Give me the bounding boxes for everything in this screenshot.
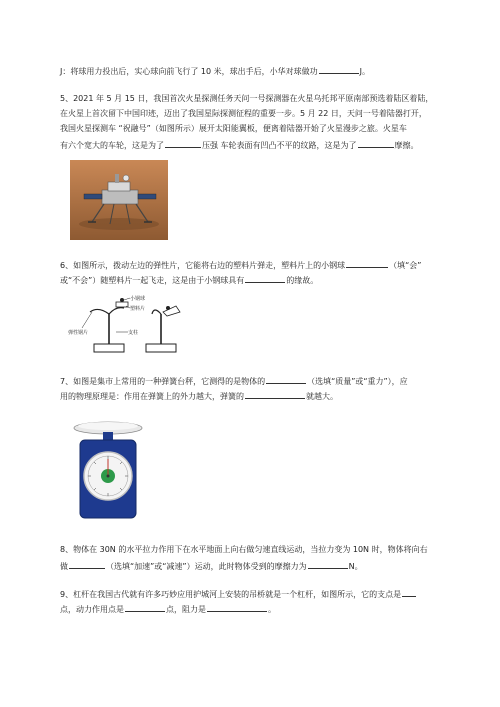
spring-scale-photo [72, 414, 144, 520]
answer-blank[interactable] [308, 559, 348, 569]
answer-blank[interactable] [358, 138, 394, 148]
q8-line-2 [60, 559, 363, 572]
q5-line-1: 5、2021 年 5 月 15 日，我国首次火星探测任务天问一号探测器在火星乌托邦平原南部预选着陆区着陆， [60, 94, 434, 103]
q7-line-2 [60, 389, 338, 402]
question-text: 点，阻力是 [166, 605, 206, 614]
question-text: 点，动力作用点是 [60, 605, 124, 614]
question-text: 做 [60, 562, 68, 571]
mars-rover-photo [70, 160, 168, 240]
question-text: J。 [359, 67, 370, 76]
question-text: （选填“加速”或“减速”）运动，此时物体受到的摩擦力为 [106, 562, 307, 571]
q7-line-1 [60, 374, 408, 387]
answer-blank[interactable] [69, 559, 105, 569]
answer-blank[interactable] [319, 64, 359, 74]
question-text: 就越大。 [306, 392, 338, 401]
q9-line-1 [60, 587, 417, 600]
question-text: 。 [268, 605, 276, 614]
answer-blank[interactable] [346, 258, 388, 268]
question-text: 压强 车轮表面有凹凸不平的纹路，这是为了 [202, 141, 357, 150]
q5-line-2: 在火星上首次留下中国印迹，迈出了我国星际探测征程的重要一步。5 月 22 日，天问一号着陆器打开， [60, 109, 427, 118]
answer-blank[interactable] [245, 389, 305, 399]
label-stand: 支柱 [128, 330, 139, 336]
question-text: 或“不会”）随塑料片一起飞走，这是由于小钢球具有 [60, 276, 245, 285]
q9-line-2 [60, 602, 276, 615]
label-plastic-piece: 塑料片 [130, 306, 146, 312]
question-text: （填“会” [389, 261, 422, 270]
question-text: N。 [348, 562, 363, 571]
question-prev-line [60, 64, 370, 77]
q5-line-4 [60, 138, 419, 151]
answer-blank[interactable] [125, 602, 165, 612]
question-text: 的缘故。 [286, 276, 319, 285]
question-text: 摩擦。 [394, 141, 419, 150]
q8-line-1: 8、物体在 30N 的水平拉力作用下在水平地面上向右做匀速直线运动，当拉力变为 10N 时，物体将向右 [60, 545, 428, 554]
question-text: 有六个宽大的车轮，这是为了 [60, 141, 164, 150]
q6-line-1 [60, 258, 421, 271]
question-text: J：将球用力投出后，实心球向前飞行了 10 米，球出手后，小华对球做功 [60, 67, 318, 76]
answer-blank[interactable] [165, 138, 201, 148]
label-elastic-piece: 弹性钢片 [68, 330, 89, 336]
question-text: 7、如图是集市上常用的一种弹簧台秤，它测得的是物体的 [60, 377, 266, 386]
question-text: （选填“质量”或“重力”），应 [307, 377, 408, 386]
answer-blank[interactable] [266, 374, 306, 384]
question-text: 9、杠杆在我国古代就有许多巧妙应用护城河上安装的吊桥就是一个杠杆，如图所示，它的支点是 [60, 590, 402, 599]
answer-blank[interactable] [245, 273, 285, 283]
answer-blank[interactable] [207, 602, 267, 612]
answer-blank[interactable] [402, 587, 416, 597]
q5-line-3: 我国火星探测车 “祝融号”（如图所示）展开太阳能翼板，便离着陆器开始了火星漫步之旅。火星车 [60, 124, 407, 133]
label-steel-ball: 小钢球 [130, 296, 146, 302]
question-text: 用的物理原理是：作用在弹簧上的外力越大，弹簧的 [60, 392, 244, 401]
elastic-piece-diagram [68, 292, 188, 356]
question-text: 6、如图所示，拨动左边的弹性片，它能将右边的塑料片弹走，塑料片上的小钢球 [60, 261, 346, 270]
q6-line-2 [60, 273, 318, 286]
